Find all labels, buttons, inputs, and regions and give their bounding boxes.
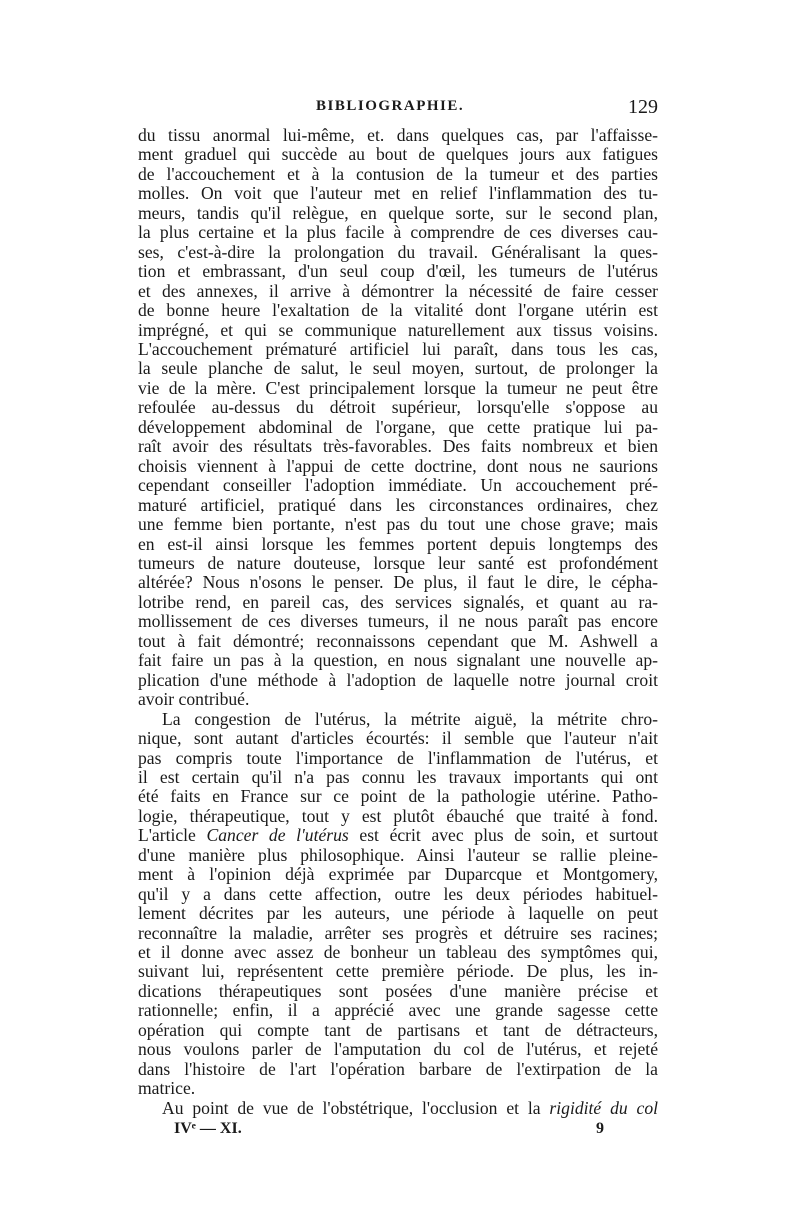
text-line: imprégné, et qui se communique naturellement aux tissus voisins. <box>138 320 658 340</box>
text-line: la plus certaine et la plus facile à comprendre de ces diverses cau- <box>138 223 658 243</box>
text-line: une femme bien portante, n'est pas du tout une chose grave; mais <box>138 515 658 535</box>
text-line: L'article Cancer de l'utérus est écrit avec plus de soin, et surtout <box>138 826 658 846</box>
text-line: L'accouchement prématuré artificiel lui paraît, dans tous les cas, <box>138 339 658 359</box>
signature-mark: 9 <box>596 1120 604 1138</box>
text-line: et des annexes, il arrive à démontrer la nécessité de faire cesser <box>138 281 658 301</box>
text-line: suivant lui, représentent cette première période. De plus, les in- <box>138 962 658 982</box>
text-line: refoulée au-dessus du détroit supérieur, lorsqu'elle s'oppose au <box>138 398 658 418</box>
text-line: pas compris toute l'importance de l'inflammation de l'utérus, et <box>138 748 658 768</box>
text-line: en est-il ainsi lorsque les femmes portent depuis longtemps des <box>138 534 658 554</box>
text-line: matrice. <box>138 1079 196 1099</box>
text-line: meurs, tandis qu'il relègue, en quelque sorte, sur le second plan, <box>138 203 658 223</box>
text-line: été faits en France sur ce point de la pathologie utérine. Patho- <box>138 787 658 807</box>
text-line: opération qui compte tant de partisans et tant de détracteurs, <box>138 1020 658 1040</box>
text-line: logie, thérapeutique, tout y est plutôt ébauché que traité à fond. <box>138 806 658 826</box>
text-line: du tissu anormal lui-même, et. dans quelques cas, par l'affaisse- <box>138 126 658 145</box>
text-line: La congestion de l'utérus, la métrite aiguë, la métrite chro- <box>162 709 658 729</box>
signature-line <box>138 1120 658 1142</box>
text-line: mollissement de ces diverses tumeurs, il ne nous paraît pas encore <box>138 612 658 632</box>
text-line: et il donne avec assez de bonheur un tableau des symptômes qui, <box>138 943 658 963</box>
text-line: vie de la mère. C'est principalement lorsque la tumeur ne peut être <box>138 378 658 398</box>
text-line: fait faire un pas à la question, en nous signalant une nouvelle ap- <box>138 651 658 671</box>
text-line: molles. On voit que l'auteur met en relief l'inflammation des tu- <box>138 184 658 204</box>
text-line: Au point de vue de l'obstétrique, l'occlusion et la rigidité du col <box>162 1098 658 1118</box>
text-line: choisis viennent à l'appui de cette doctrine, dont nous ne saurions <box>138 456 658 476</box>
page-number: 129 <box>628 96 658 118</box>
text-line: développement abdominal de l'organe, que cette pratique lui pa- <box>138 417 658 437</box>
text-line: tumeurs de nature douteuse, lorsque leur santé est profondément <box>138 553 658 573</box>
signature: IVᵉ — XI. <box>174 1120 242 1138</box>
body-text <box>138 126 658 1118</box>
text-line: la seule planche de salut, le seul moyen, surtout, de prolonger la <box>138 359 658 379</box>
text-line: cependant conseiller l'adoption immédiate. Un accouchement pré- <box>138 476 658 496</box>
text-line: qu'il y a dans cette affection, outre les deux périodes habituel- <box>138 884 658 904</box>
text-line: plication d'une méthode à l'adoption de laquelle notre journal croit <box>138 670 658 690</box>
text-line: tout à fait démontré; reconnaissons cependant que M. Ashwell a <box>138 631 658 651</box>
italic-phrase: rigidité du col <box>549 1098 658 1118</box>
text-line: de l'accouchement et à la contusion de la tumeur et des parties <box>138 164 658 184</box>
text-line: raît avoir des résultats très-favorables. Des faits nombreux et bien <box>138 437 658 457</box>
text-line: reconnaître la maladie, arrêter ses progrès et détruire ses racines; <box>138 923 658 943</box>
running-head <box>138 96 658 122</box>
text-line: avoir contribué. <box>138 690 250 710</box>
text-line: ment à l'opinion déjà exprimée par Duparcque et Montgomery, <box>138 865 658 885</box>
text-line: rationnelle; enfin, il a apprécié avec une grande sagesse cette <box>138 1001 658 1021</box>
text-line: maturé artificiel, pratiqué dans les circonstances ordinaires, chez <box>138 495 658 515</box>
running-title: BIBLIOGRAPHIE. <box>316 98 465 114</box>
text-line: nique, sont autant d'articles écourtés: il semble que l'auteur n'ait <box>138 729 658 749</box>
text-line: de bonne heure l'exaltation de la vitalité dont l'organe utérin est <box>138 301 658 321</box>
text-line: altérée? Nous n'osons le penser. De plus, il faut le dire, le cépha- <box>138 573 658 593</box>
text-line: tion et embrassant, d'un seul coup d'œil, les tumeurs de l'utérus <box>138 262 658 282</box>
text-line: ment graduel qui succède au bout de quelques jours aux fatigues <box>138 145 658 165</box>
italic-phrase: Cancer de l'utérus <box>206 826 349 846</box>
text-line: lotribe rend, en pareil cas, des services signalés, et quant au ra- <box>138 592 658 612</box>
text-line: d'une manière plus philosophique. Ainsi l'auteur se rallie pleine- <box>138 845 658 865</box>
text-line: il est certain qu'il n'a pas connu les travaux importants qui ont <box>138 767 658 787</box>
text-line: lement décrites par les auteurs, une période à laquelle on peut <box>138 904 658 924</box>
text-line: dans l'histoire de l'art l'opération barbare de l'extirpation de la <box>138 1059 658 1079</box>
text-line: dications thérapeutiques sont posées d'une manière précise et <box>138 981 658 1001</box>
text-line: ses, c'est-à-dire la prolongation du travail. Généralisant la ques- <box>138 242 658 262</box>
book-page <box>138 96 658 1142</box>
text-line: nous voulons parler de l'amputation du col de l'utérus, et rejeté <box>138 1040 658 1060</box>
